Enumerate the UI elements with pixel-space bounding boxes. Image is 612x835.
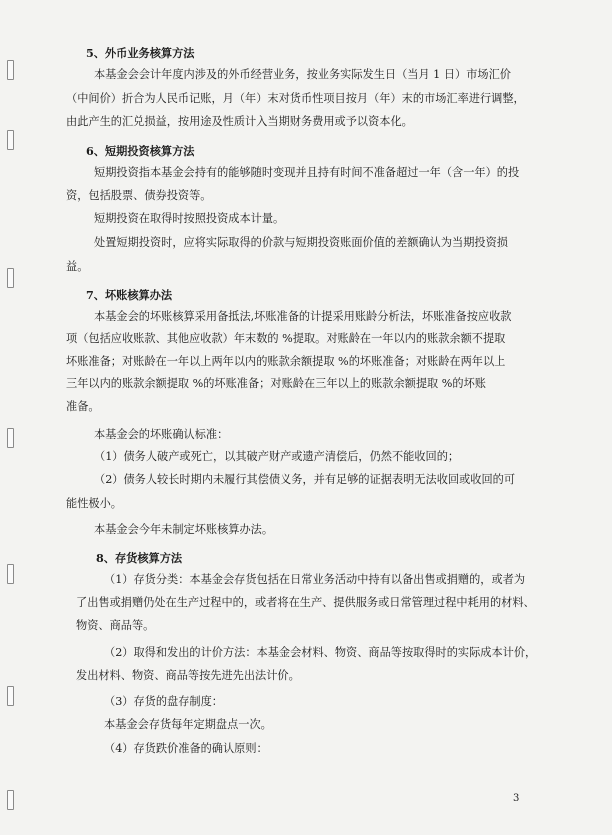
paragraph-line: （中间价）折合为人民币记账，月（年）末对货币性项目按月（年）末的市场汇率进行调整， (66, 92, 525, 105)
paragraph-line: 短期投资指本基金会持有的能够随时变现并且持有时间不准备超过一年（含一年）的投 (94, 166, 520, 179)
binding-hole (7, 686, 14, 706)
paragraph-line: 资，包括股票、债券投资等。 (66, 189, 212, 202)
paragraph-line: 短期投资在取得时按照投资成本计量。 (94, 212, 285, 225)
paragraph-line: 本基金会的坏账核算采用备抵法,坏账准备的计提采用账龄分析法，坏账准备按应收款 (94, 310, 512, 323)
paragraph-line: （3）存货的盘存制度： (104, 695, 223, 708)
paragraph-line: 物资、商品等。 (76, 619, 155, 632)
section-heading: 6、短期投资核算方法 (86, 144, 195, 158)
paragraph-line: 项（包括应收账款、其他应收款）年末数的 %提取。对账龄在一年以内的账款余额不提取 (66, 332, 506, 345)
paragraph-line: （1）债务人破产或死亡，以其破产财产或遗产清偿后，仍然不能收回的； (94, 450, 460, 463)
binding-hole (7, 268, 14, 288)
binding-hole (7, 60, 14, 80)
paragraph-line: 准备。 (66, 400, 100, 413)
paragraph-line: 处置短期投资时，应将实际取得的价款与短期投资账面价值的差额确认为当期投资损 (94, 236, 508, 249)
paragraph-line: 由此产生的汇兑损益，按用途及性质计入当期财务费用或予以资本化。 (66, 115, 413, 128)
binding-hole (7, 428, 14, 448)
paragraph-line: （2）取得和发出的计价方法：本基金会材料、物资、商品等按取得时的实际成本计价， (104, 646, 537, 659)
section-heading: 8、存货核算方法 (96, 551, 183, 565)
binding-hole (7, 564, 14, 584)
paragraph-line: 坏账准备；对账龄在一年以上两年以内的账款余额提取 %的坏账准备；对账龄在两年以上 (66, 355, 506, 368)
paragraph-line: 本基金会会计年度内涉及的外币经营业务，按业务实际发生日（当月 1 日）市场汇价 (94, 68, 511, 81)
paragraph-line: （2）债务人较长时期内未履行其偿债义务，并有足够的证据表明无法收回或收回的可 (94, 473, 516, 486)
paragraph-line: 了出售或捐赠仍处在生产过程中的，或者将在生产、提供服务或日常管理过程中耗用的材料、 (76, 596, 535, 609)
paragraph-line: 益。 (66, 260, 89, 273)
paragraph-line: 能性极小。 (66, 497, 122, 510)
paragraph-line: 本基金会存货每年定期盘点一次。 (104, 718, 272, 731)
paragraph-line: 本基金会今年未制定坏账核算办法。 (94, 523, 274, 536)
binding-hole (7, 130, 14, 150)
section-heading: 5、外币业务核算方法 (86, 46, 195, 60)
page-number: 3 (513, 793, 520, 804)
paragraph-line: 本基金会的坏账确认标准： (94, 428, 229, 441)
paragraph-line: 三年以内的账款余额提取 %的坏账准备；对账龄在三年以上的账款余额提取 %的坏账 (66, 377, 486, 390)
paragraph-line: 发出材料、物资、商品等按先进先出法计价。 (76, 669, 300, 682)
section-heading: 7、坏账核算办法 (86, 288, 173, 302)
paragraph-line: （4）存货跌价准备的确认原则： (104, 742, 268, 755)
binding-hole (7, 790, 14, 810)
paragraph-line: （1）存货分类：本基金会存货包括在日常业务活动中持有以备出售或捐赠的，或者为 (104, 573, 526, 586)
